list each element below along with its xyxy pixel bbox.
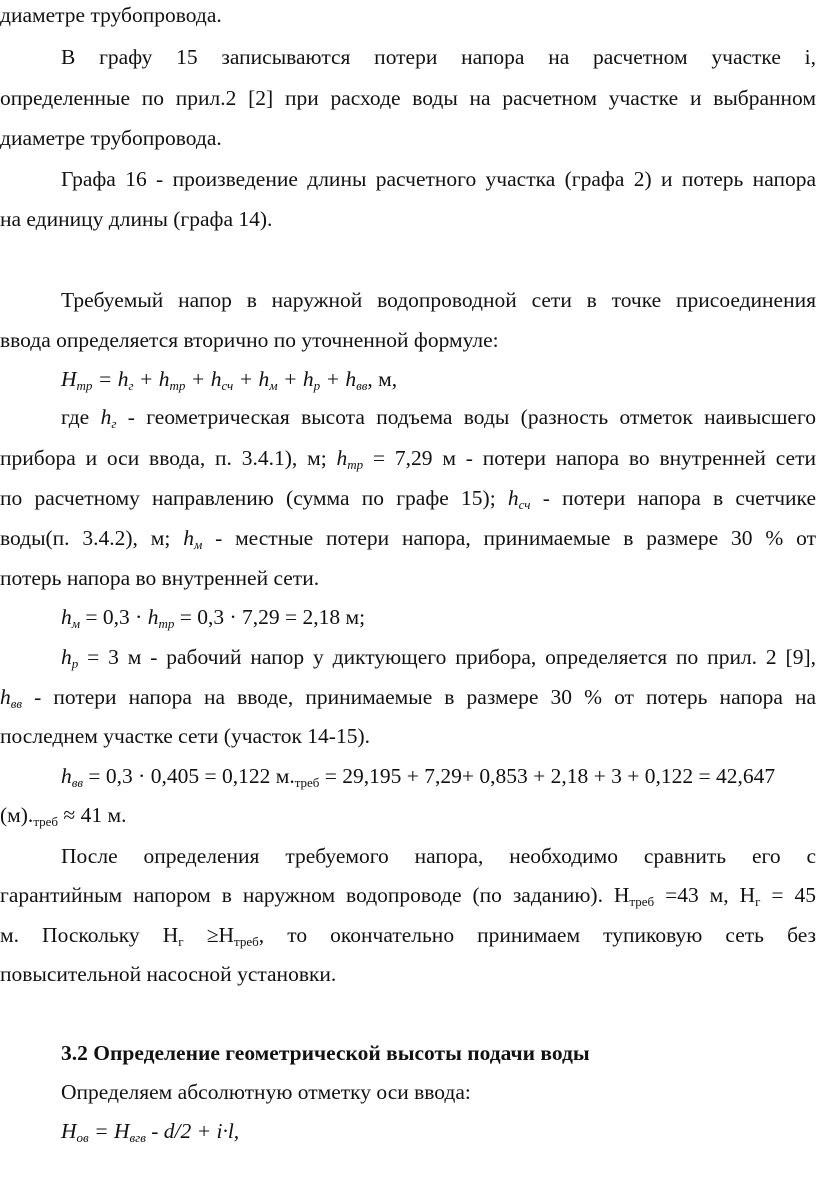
section-heading: 3.2 Определение геометрической высоты подачи воды <box>61 1041 590 1065</box>
text-line: по расчетному направлению (сумма по графе 15); $h_{сч}$ - потери напора в счетчике <box>0 486 816 512</box>
text-line: где $h_г$ - геометрическая высота подъема воды (разность отметок наивысшего <box>61 405 816 431</box>
formula-axis-elevation: $Н_{ов} = Н_{вгв} - d/2 + i\cdot l$, <box>61 1119 240 1145</box>
formula-local-losses: $h_м = 0,3 \cdot h_{тр} = 0,3 \cdot 7,29 = 2,18$ м; <box>61 605 366 631</box>
text-line: диаметре трубопровода. <box>0 3 222 27</box>
text-line: $h_{вв}$ - потери напора на вводе, принимаемые в размере 30 % от потерь напора на <box>0 685 816 711</box>
text-line: гарантийным напором в наружном водопроводе (по заданию). $Н_{треб} =43$ м, $Н_г = 45$ <box>0 883 816 909</box>
text-line: потерь напора во внутренней сети. <box>0 566 320 590</box>
text-line: воды(п. 3.4.2), м; $h_м$ - местные потери напора, принимаемые в размере 30 % от <box>0 526 816 552</box>
text-line: $h_р = 3$ м - рабочий напор у диктующего прибора, определяется по прил. 2 [9], <box>61 645 816 671</box>
text-line: После определения требуемого напора, необходимо сравнить его с <box>61 844 816 868</box>
text-line: В графу 15 записываются потери напора на расчетном участке i, <box>61 45 816 69</box>
text-line: Определяем абсолютную отметку оси ввода: <box>61 1080 471 1104</box>
text-line: $(м)._{треб} \approx 41$ м. <box>0 803 127 829</box>
text-line: ввода определяется вторично по уточненной формуле: <box>0 328 499 352</box>
text-line: последнем участке сети (участок 14-15). <box>0 724 370 748</box>
formula-required-head: $Н_{тр} = h_г + h_{тр} + h_{сч} + h_м + h_р + h_{вв}$, м, <box>61 367 398 393</box>
text-line: Графа 16 - произведение длины расчетного участка (графа 2) и потерь напора <box>61 167 816 191</box>
text-line: определенные по прил.2 [2] при расходе воды на расчетном участке и выбранном <box>0 86 816 110</box>
text-line: м. Поскольку $Н_г \ge Н_{треб}$, то окончательно принимаем тупиковую сеть без <box>0 923 816 949</box>
text-line: диаметре трубопровода. <box>0 126 222 150</box>
formula-input-losses: $h_{вв} = 0,3 \cdot 0,405 = 0,122$ $м._{треб} = 29,195 + 7,29+ 0,853 + 2,18 + 3 + 0,122 = 42,647$ <box>61 764 776 790</box>
text-line: на единицу длины (графа 14). <box>0 207 273 231</box>
text-line: Требуемый напор в наружной водопроводной сети в точке присоединения <box>61 288 816 312</box>
text-line: прибора и оси ввода, п. 3.4.1), м; $h_{тр} = 7,29$ м - потери напора во внутренней сети <box>0 446 816 472</box>
text-line: повысительной насосной установки. <box>0 962 337 986</box>
